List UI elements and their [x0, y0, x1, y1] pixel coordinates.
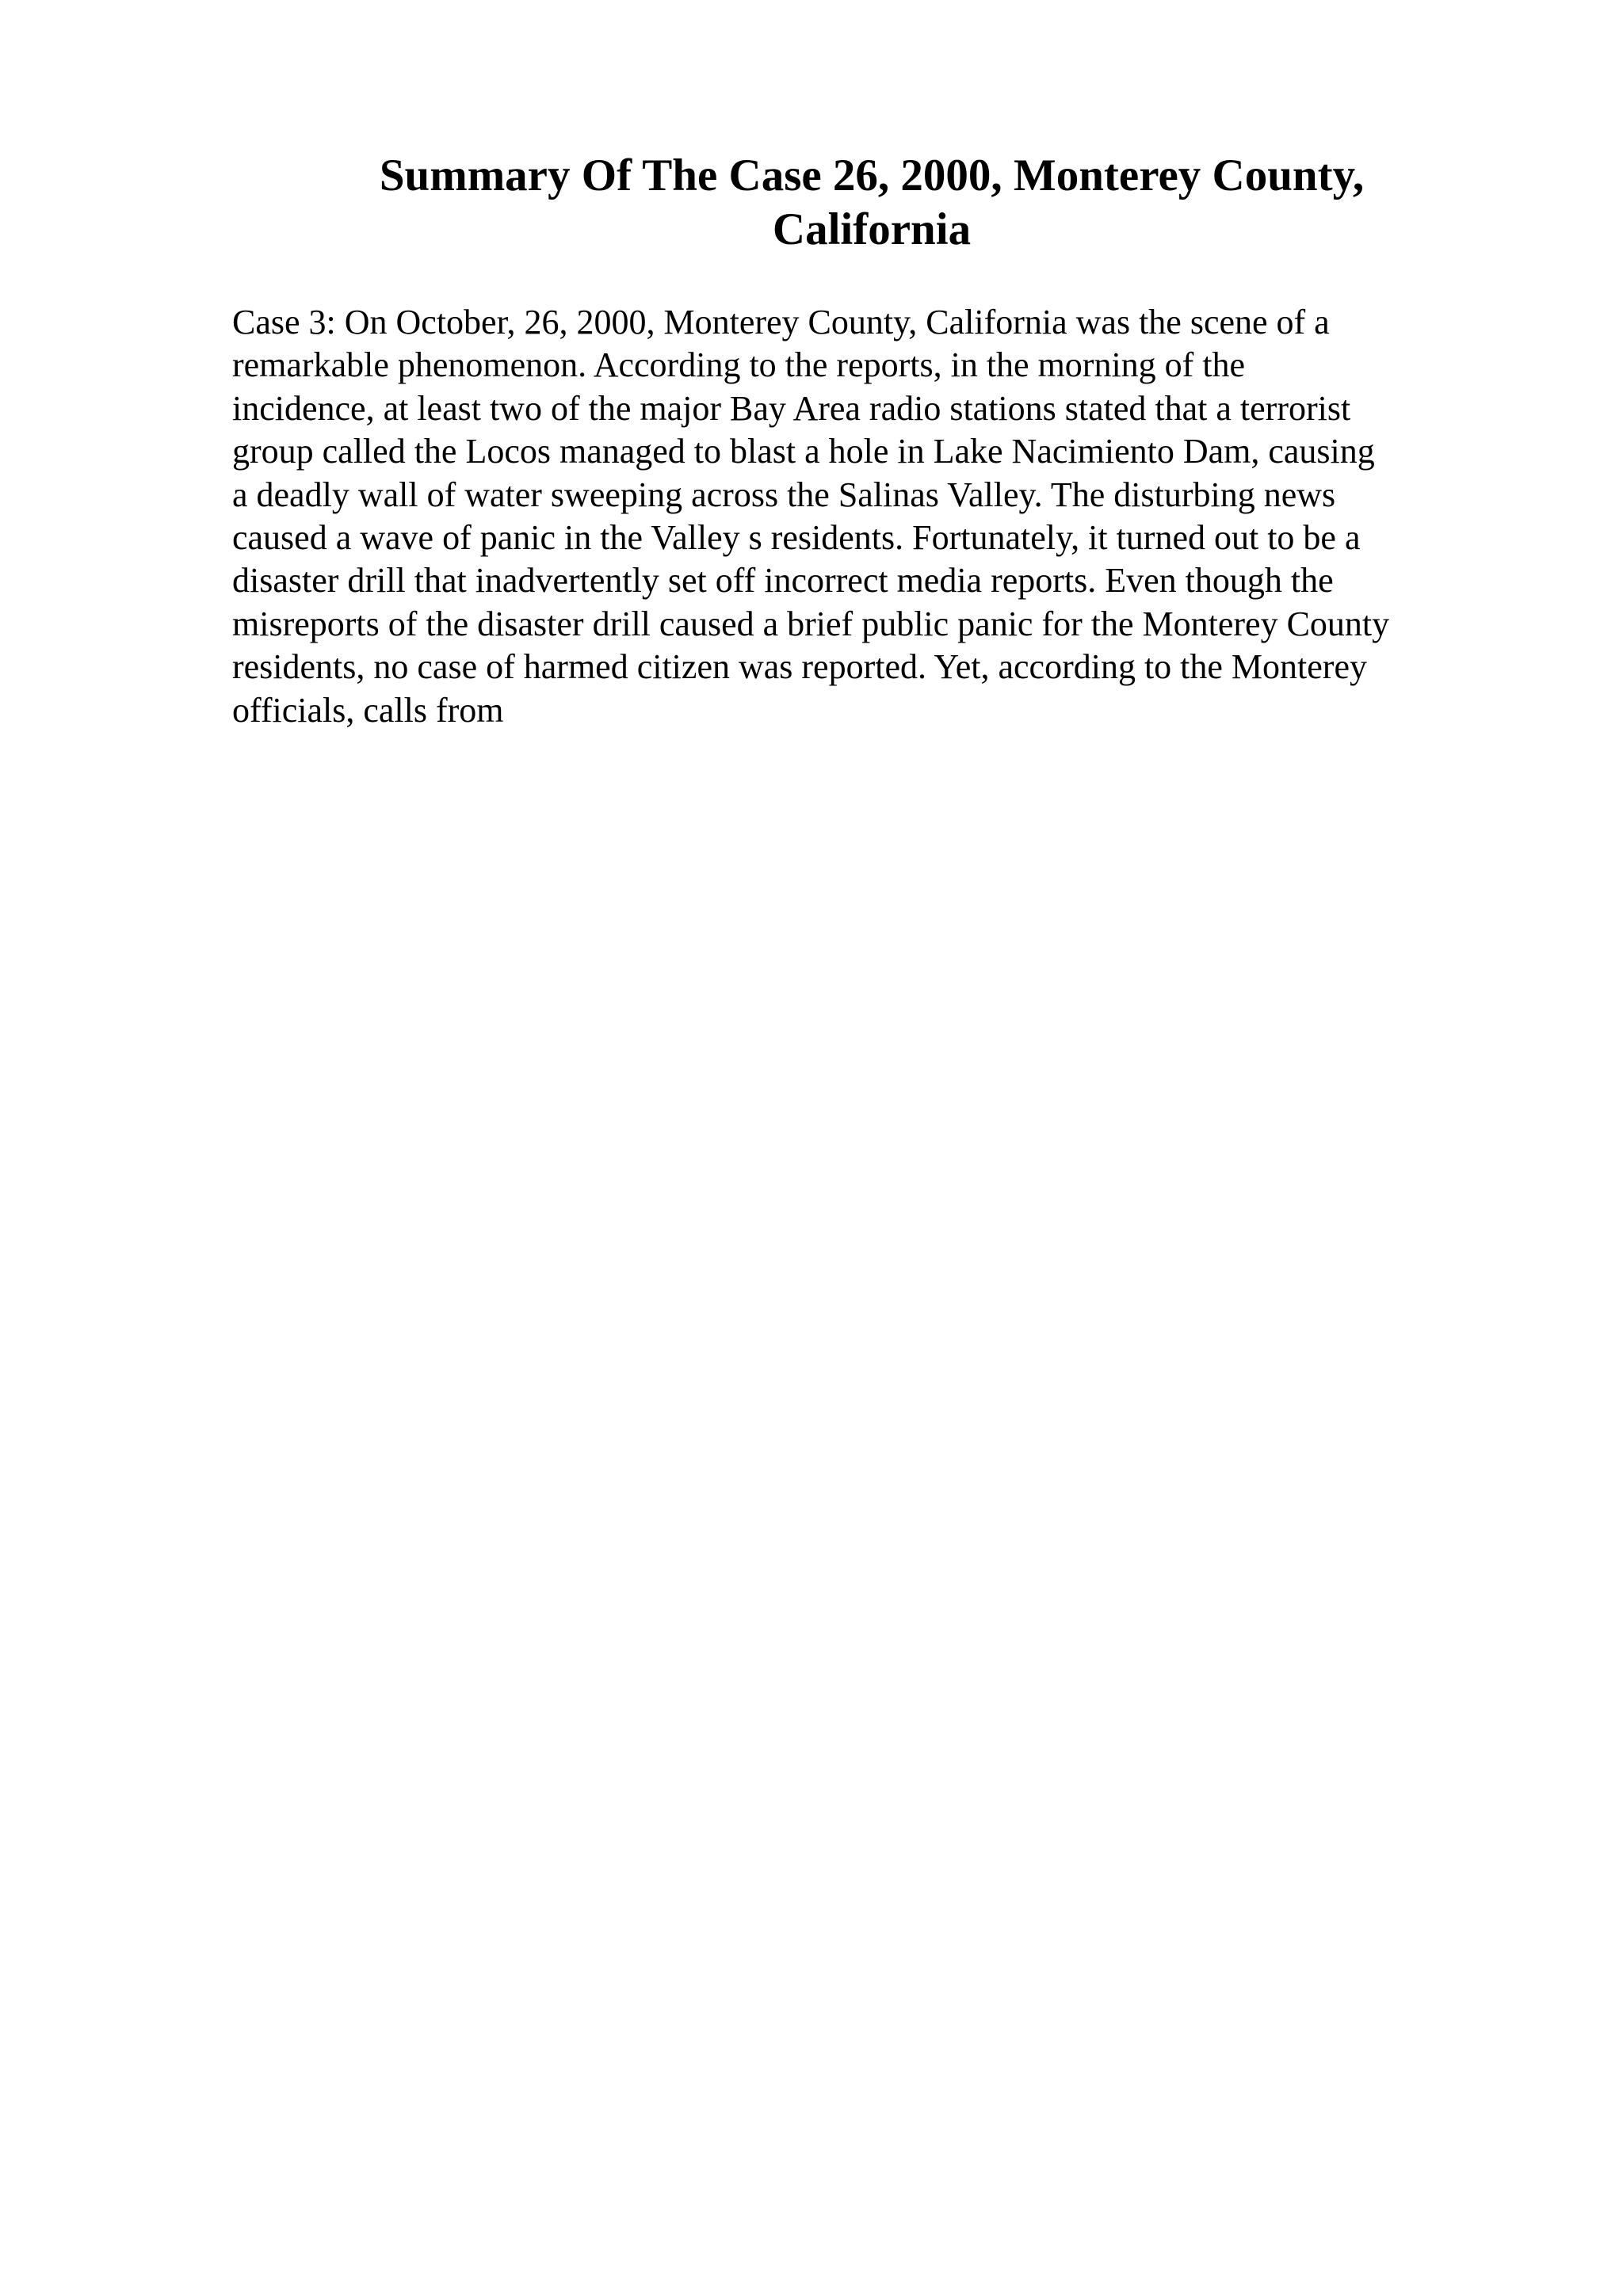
body-line: residents, no case of harmed citizen was reported. Yet, according to the Monterey — [232, 647, 1367, 687]
body-paragraph — [232, 301, 1468, 732]
body-line: misreports of the disaster drill caused a brief public panic for the Monterey County — [232, 604, 1390, 643]
title-line: California — [772, 204, 972, 254]
body-line: officials, calls from — [232, 690, 504, 730]
body-line: group called the Locos managed to blast a hole in Lake Nacimiento Dam, causing — [232, 432, 1375, 471]
body-line: disaster drill that inadvertently set off incorrect media reports. Even though the — [232, 561, 1334, 601]
body-line: Case 3: On October, 26, 2000, Monterey County, California was the scene of a — [232, 303, 1330, 341]
body-line: a deadly wall of water sweeping across the Salinas Valley. The disturbing news — [232, 475, 1336, 514]
body-line: remarkable phenomenon. According to the reports, in the morning of the — [232, 345, 1246, 385]
title-line: Summary Of The Case 26, 2000, Monterey County, — [379, 151, 1365, 200]
body-line: caused a wave of panic in the Valley s residents. Fortunately, it turned out to be a — [232, 518, 1361, 558]
document-title — [317, 149, 1426, 257]
body-line: incidence, at least two of the major Bay Area radio stations stated that a terrorist — [232, 388, 1351, 428]
